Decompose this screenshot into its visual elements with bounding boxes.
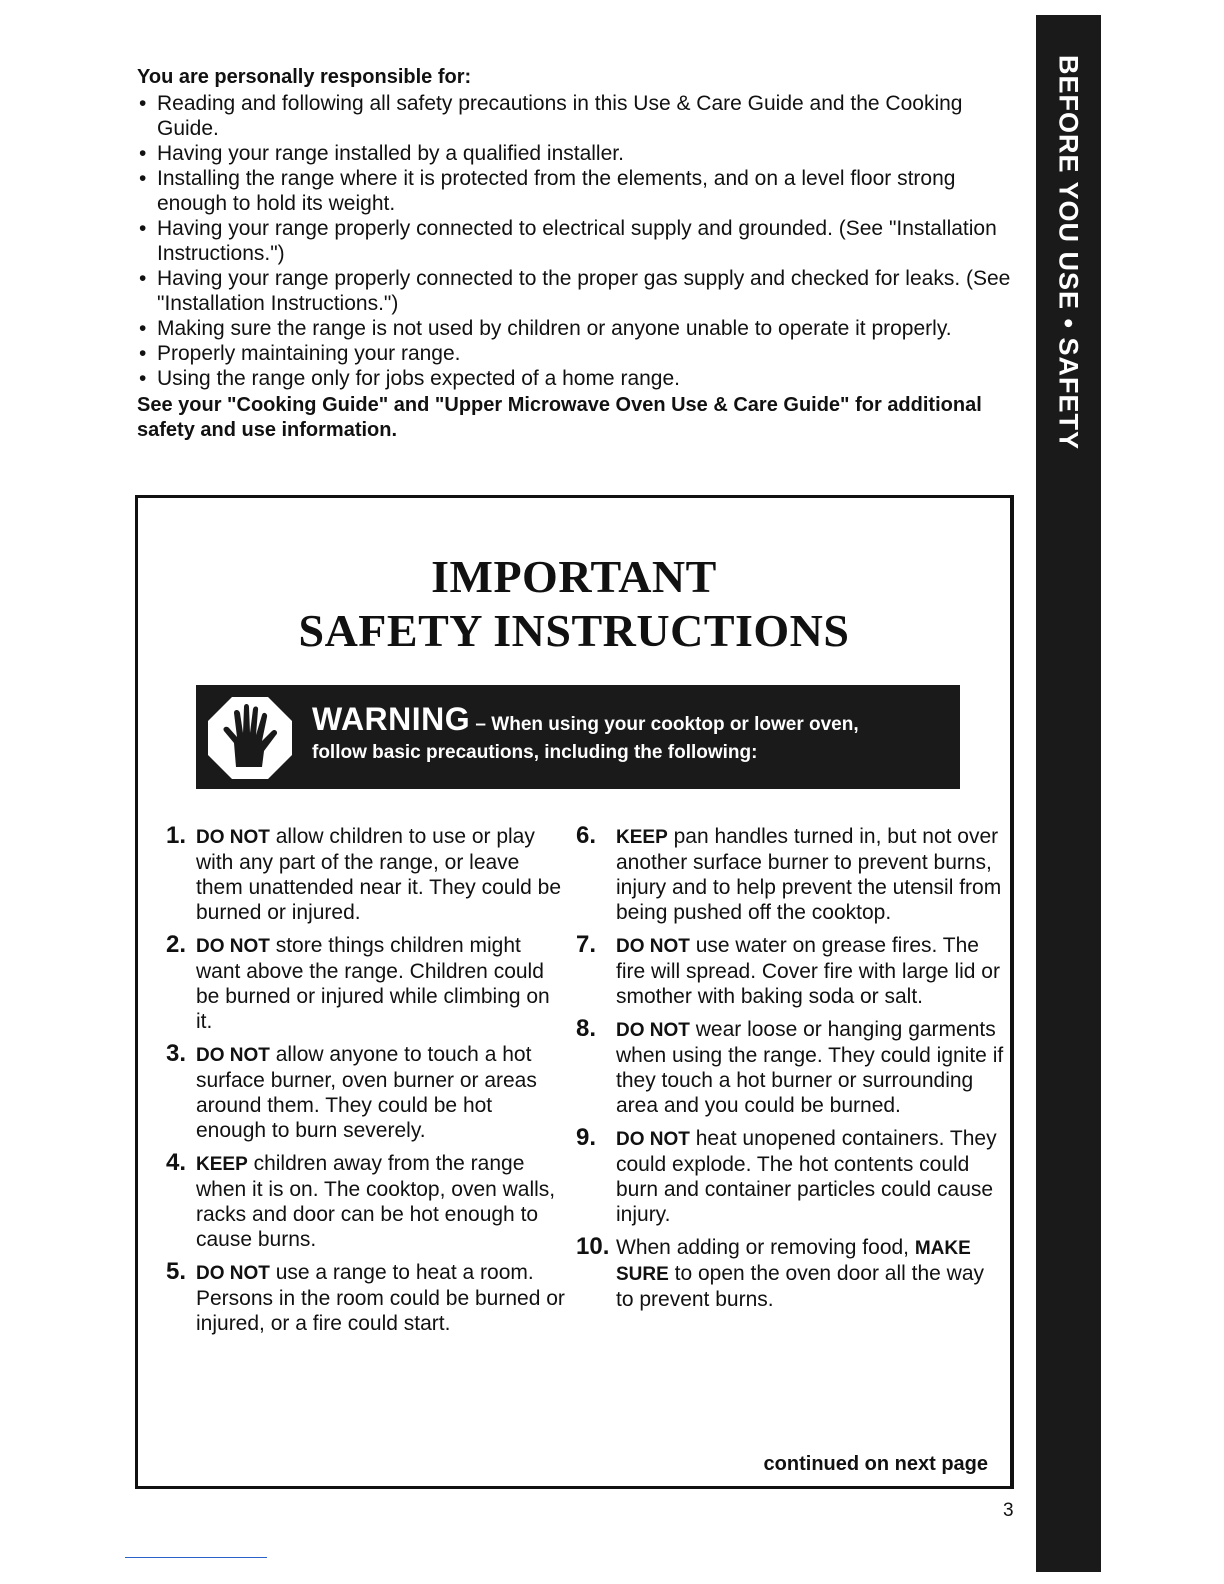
- instruction-emphasis: DO NOT: [196, 827, 270, 848]
- instruction-text: wear loose or hanging garments when using the range. They could ignite if they touch a hot burner or surrounding area and you could be burned.: [616, 1018, 1004, 1117]
- instruction-number: 2.: [166, 931, 187, 958]
- list-item: • Using the range only for jobs expected of a home range.: [137, 366, 1017, 391]
- instruction-emphasis: DO NOT: [616, 1020, 690, 1041]
- box-title-line2: SAFETY INSTRUCTIONS: [298, 605, 850, 656]
- instruction-item: [576, 1126, 1006, 1227]
- list-item: • Making sure the range is not used by children or anyone unable to operate it properly.: [137, 316, 1017, 341]
- instruction-emphasis: DO NOT: [196, 1045, 270, 1066]
- warning-banner: [196, 685, 960, 789]
- warning-word: WARNING: [312, 701, 471, 737]
- instruction-item: [576, 1235, 1006, 1312]
- instruction-item: [576, 933, 1006, 1009]
- instruction-number: 3.: [166, 1040, 187, 1067]
- instruction-item: [166, 1260, 566, 1336]
- see-guides-note: See your "Cooking Guide" and "Upper Microwave Oven Use & Care Guide" for additional safety and use information.: [137, 394, 982, 441]
- instruction-emphasis: DO NOT: [196, 1263, 270, 1284]
- instruction-number: 10.: [576, 1233, 610, 1260]
- instruction-emphasis: KEEP: [196, 1154, 248, 1175]
- instruction-number: 1.: [166, 822, 187, 849]
- side-tab-label: BEFORE YOU USE • SAFETY: [1053, 55, 1084, 451]
- instruction-item: [166, 1151, 566, 1252]
- continued-note: continued on next page: [763, 1453, 988, 1475]
- instruction-emphasis: DO NOT: [196, 936, 270, 957]
- instructions-right-column: [576, 824, 1006, 1320]
- instruction-text: children away from the range when it is on. The cooktop, oven walls, racks and door can be hot enough to cause burns.: [196, 1152, 556, 1251]
- responsibilities-section: [137, 66, 1017, 443]
- footer-rule: [125, 1557, 267, 1558]
- instruction-number: 5.: [166, 1258, 187, 1285]
- instruction-item: [576, 1017, 1006, 1118]
- instruction-item: [166, 933, 566, 1034]
- instructions-left-column: [166, 824, 566, 1344]
- instruction-item: [166, 1042, 566, 1143]
- warning-hand-icon: [206, 695, 294, 781]
- instruction-number: 6.: [576, 822, 597, 849]
- instruction-number: 9.: [576, 1124, 597, 1151]
- list-item: • Having your range properly connected to the proper gas supply and checked for leaks. (See "Installation Instructions."): [137, 266, 1017, 316]
- warning-lead: – When using your cooktop or lower oven,: [470, 714, 859, 735]
- responsibilities-list: [137, 91, 1017, 391]
- instruction-item: [576, 824, 1006, 925]
- responsibilities-heading: You are personally responsible for:: [137, 66, 472, 88]
- instruction-pretext: When adding or removing food,: [616, 1236, 915, 1259]
- instruction-text: use a range to heat a room. Persons in the room could be burned or injured, or a fire could start.: [196, 1261, 565, 1335]
- instruction-text: heat unopened containers. They could explode. The hot contents could burn and container particles could cause injury.: [616, 1127, 997, 1226]
- instruction-item: [166, 824, 566, 925]
- instruction-text: allow children to use or play with any part of the range, or leave them unattended near it. They could be burned or injured.: [196, 825, 562, 924]
- instruction-emphasis: DO NOT: [616, 1129, 690, 1150]
- list-item: • Properly maintaining your range.: [137, 341, 1017, 366]
- instruction-number: 7.: [576, 931, 597, 958]
- instruction-text: use water on grease fires. The fire will spread. Cover fire with large lid or smother with baking soda or salt.: [616, 934, 1000, 1008]
- instruction-text: allow anyone to touch a hot surface burner, oven burner or areas around them. They could be hot enough to burn severely.: [196, 1043, 537, 1142]
- instruction-emphasis: MAKE SURE: [616, 1238, 971, 1285]
- warning-line2: follow basic precautions, including the following:: [312, 742, 758, 763]
- list-item: • Having your range properly connected to electrical supply and grounded. (See "Installation Instructions."): [137, 216, 1017, 266]
- warning-text: [312, 701, 859, 764]
- safety-instructions-box: [135, 495, 1014, 1489]
- instruction-number: 8.: [576, 1015, 597, 1042]
- instruction-text: pan handles turned in, but not over another surface burner to prevent burns, injury and to help prevent the utensil from being pushed off the cooktop.: [616, 825, 1002, 924]
- list-item: • Installing the range where it is protected from the elements, and on a level floor strong enough to hold its weight.: [137, 166, 1017, 216]
- list-item: • Having your range installed by a qualified installer.: [137, 141, 1017, 166]
- box-title-line1: IMPORTANT: [431, 551, 717, 602]
- instruction-text: to open the oven door all the way to prevent burns.: [616, 1262, 985, 1311]
- page-number: 3: [1003, 1500, 1014, 1521]
- instruction-text: store things children might want above the range. Children could be burned or injured while climbing on it.: [196, 934, 550, 1033]
- instruction-emphasis: KEEP: [616, 827, 668, 848]
- instruction-emphasis: DO NOT: [616, 936, 690, 957]
- instruction-number: 4.: [166, 1149, 187, 1176]
- box-title: [138, 550, 1010, 658]
- list-item: • Reading and following all safety precautions in this Use & Care Guide and the Cooking Guide.: [137, 91, 1017, 141]
